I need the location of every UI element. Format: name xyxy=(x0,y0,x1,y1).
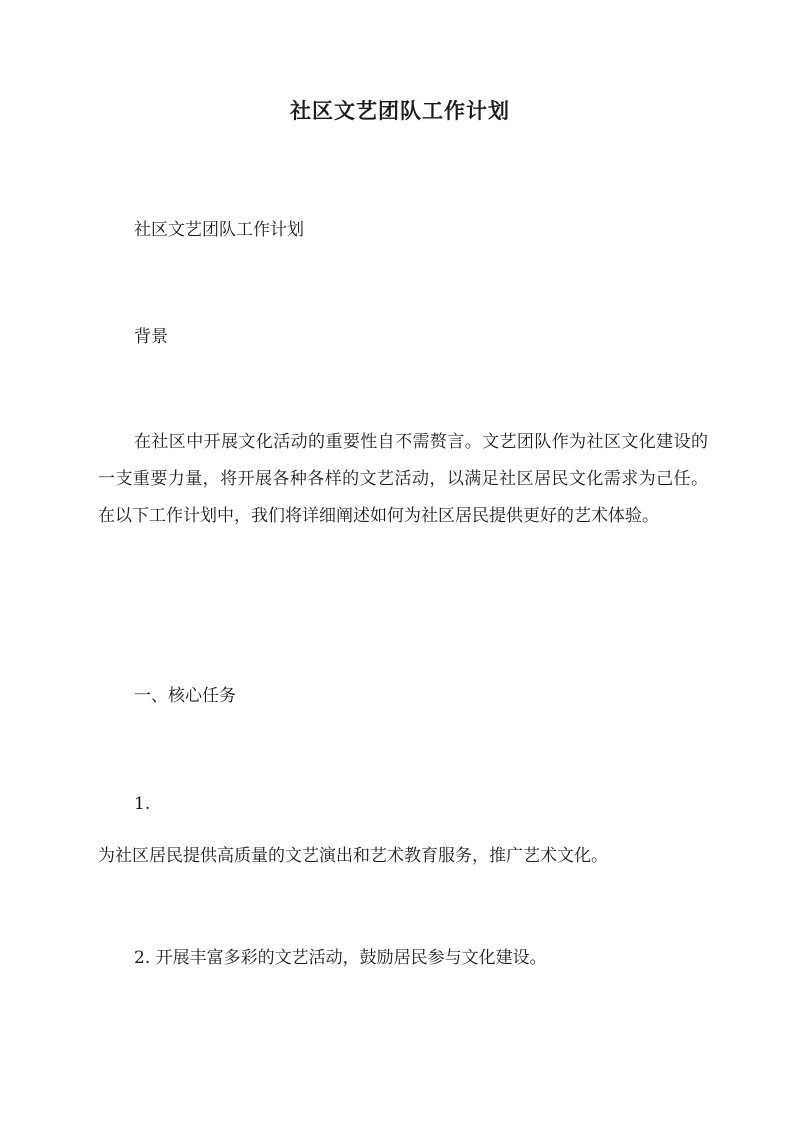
background-paragraph: 在社区中开展文化活动的重要性自不需赘言。文艺团队作为社区文化建设的一支重要力量，将开展各种各样的文艺活动，以满足社区居民文化需求为己任。在以下工作计划中，我们将详细阐述如何为社区居民提供更好的艺术体验。 xyxy=(98,432,708,526)
task-1-text: 为社区居民提供高质量的文艺演出和艺术教育服务，推广艺术文化。 xyxy=(98,846,608,866)
document-title: 社区文艺团队工作计划 xyxy=(290,98,510,123)
section-heading-core-tasks: 一、核心任务 xyxy=(134,686,236,706)
background-heading: 背景 xyxy=(134,327,168,347)
task-2-text: 2. 开展丰富多彩的文艺活动，鼓励居民参与文化建设。 xyxy=(134,948,547,968)
task-1-number: 1. xyxy=(134,794,151,814)
document-subtitle: 社区文艺团队工作计划 xyxy=(134,220,304,240)
